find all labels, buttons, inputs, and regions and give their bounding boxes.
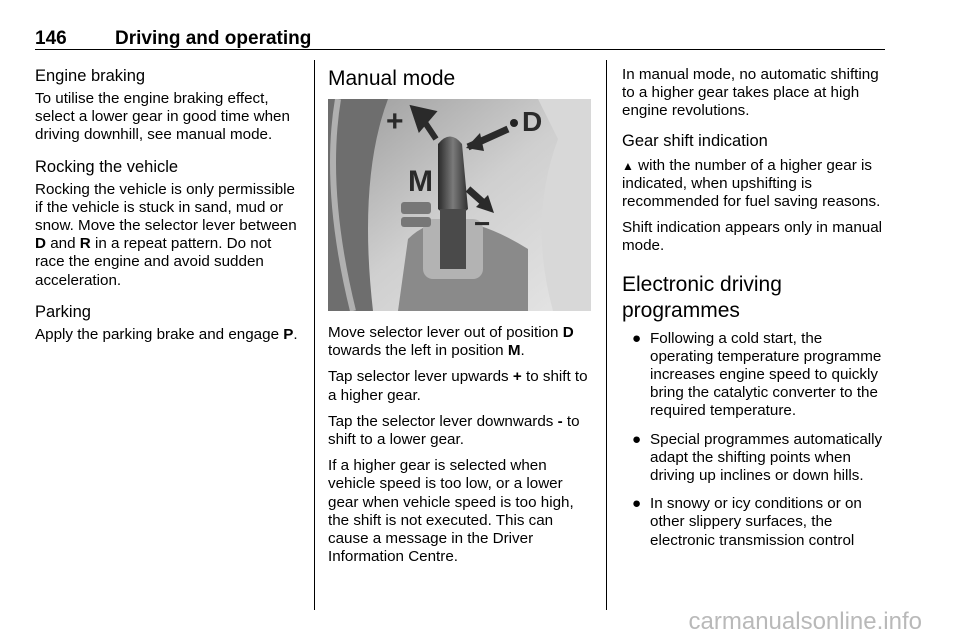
header-rule: [35, 49, 885, 50]
page-number: 146: [35, 28, 67, 49]
column-2-text: [328, 324, 593, 574]
list-item: ● Special programmes automatically adapt the shifting points when driving up inclines or down hills.: [632, 430, 883, 485]
heading-rocking: Rocking the vehicle: [35, 157, 179, 176]
column-1: [35, 66, 301, 352]
triangle-up-icon: ▲: [622, 158, 634, 173]
para-manual-intro: In manual mode, no automatic shifting to a higher gear takes place at high engine revolutions.: [622, 66, 879, 120]
column-divider-1: [314, 60, 315, 610]
para-gear-shift-2: Shift indication appears only in manual mode.: [622, 219, 883, 255]
para-engine-braking: To utilise the engine braking effect, select a lower gear in good time when driving downhill, see manual mode.: [35, 90, 290, 144]
heading-manual-mode: Manual mode: [328, 67, 456, 90]
para-rocking: Rocking the vehicle is only permissible if the vehicle is stuck in sand, mud or snow. Move the selector lever between D and R in a repeat pattern. Do not race the engine and avoid sudden acceleration.: [35, 180, 297, 289]
para-manual-4: If a higher gear is selected when vehicle speed is too low, or a lower gear when vehicle speed is too high, the shift is not executed. This can cause a message in the Driver Information Centre.: [328, 457, 574, 566]
section-title: Driving and operating: [115, 28, 312, 49]
list-item: ● Following a cold start, the operating temperature programme increases engine speed to quickly bring the catalytic converter to the required temperature.: [632, 329, 882, 420]
heading-parking: Parking: [35, 302, 91, 321]
heading-gear-shift: Gear shift indication: [622, 131, 768, 150]
bullet-icon: ●: [632, 329, 642, 347]
programmes-list: [622, 330, 886, 550]
column-divider-2: [606, 60, 607, 610]
column-3: [622, 66, 886, 560]
para-manual-2: Tap selector lever upwards + to shift to a higher gear.: [328, 368, 588, 404]
para-gear-shift: ▲ with the number of a higher gear is indicated, when upshifting is recommended for fuel saving reasons.: [622, 156, 881, 211]
heading-engine-braking: Engine braking: [35, 67, 146, 85]
heading-electronic-programmes: Electronic driving programmes: [622, 272, 782, 322]
figure-label-m: M: [408, 165, 433, 198]
list-item: ● In snowy or icy conditions or on other slippery surfaces, the electronic transmission control: [632, 495, 862, 549]
figure-label-minus: −: [474, 208, 491, 239]
gear-selector-photo: [328, 99, 591, 311]
para-manual-3: Tap the selector lever downwards - to shift to a lower gear.: [328, 412, 580, 449]
bullet-icon: ●: [632, 430, 642, 448]
watermark: carmanualsonline.info: [688, 608, 922, 635]
page-header: [35, 28, 311, 50]
bullet-icon: ●: [632, 495, 642, 513]
column-2: [328, 66, 593, 92]
para-parking: Apply the parking brake and engage P.: [35, 325, 298, 343]
figure-label-plus: +: [386, 105, 404, 138]
figure-label-d: D: [522, 106, 543, 137]
para-manual-1: Move selector lever out of position D towards the left in position M.: [328, 324, 574, 360]
